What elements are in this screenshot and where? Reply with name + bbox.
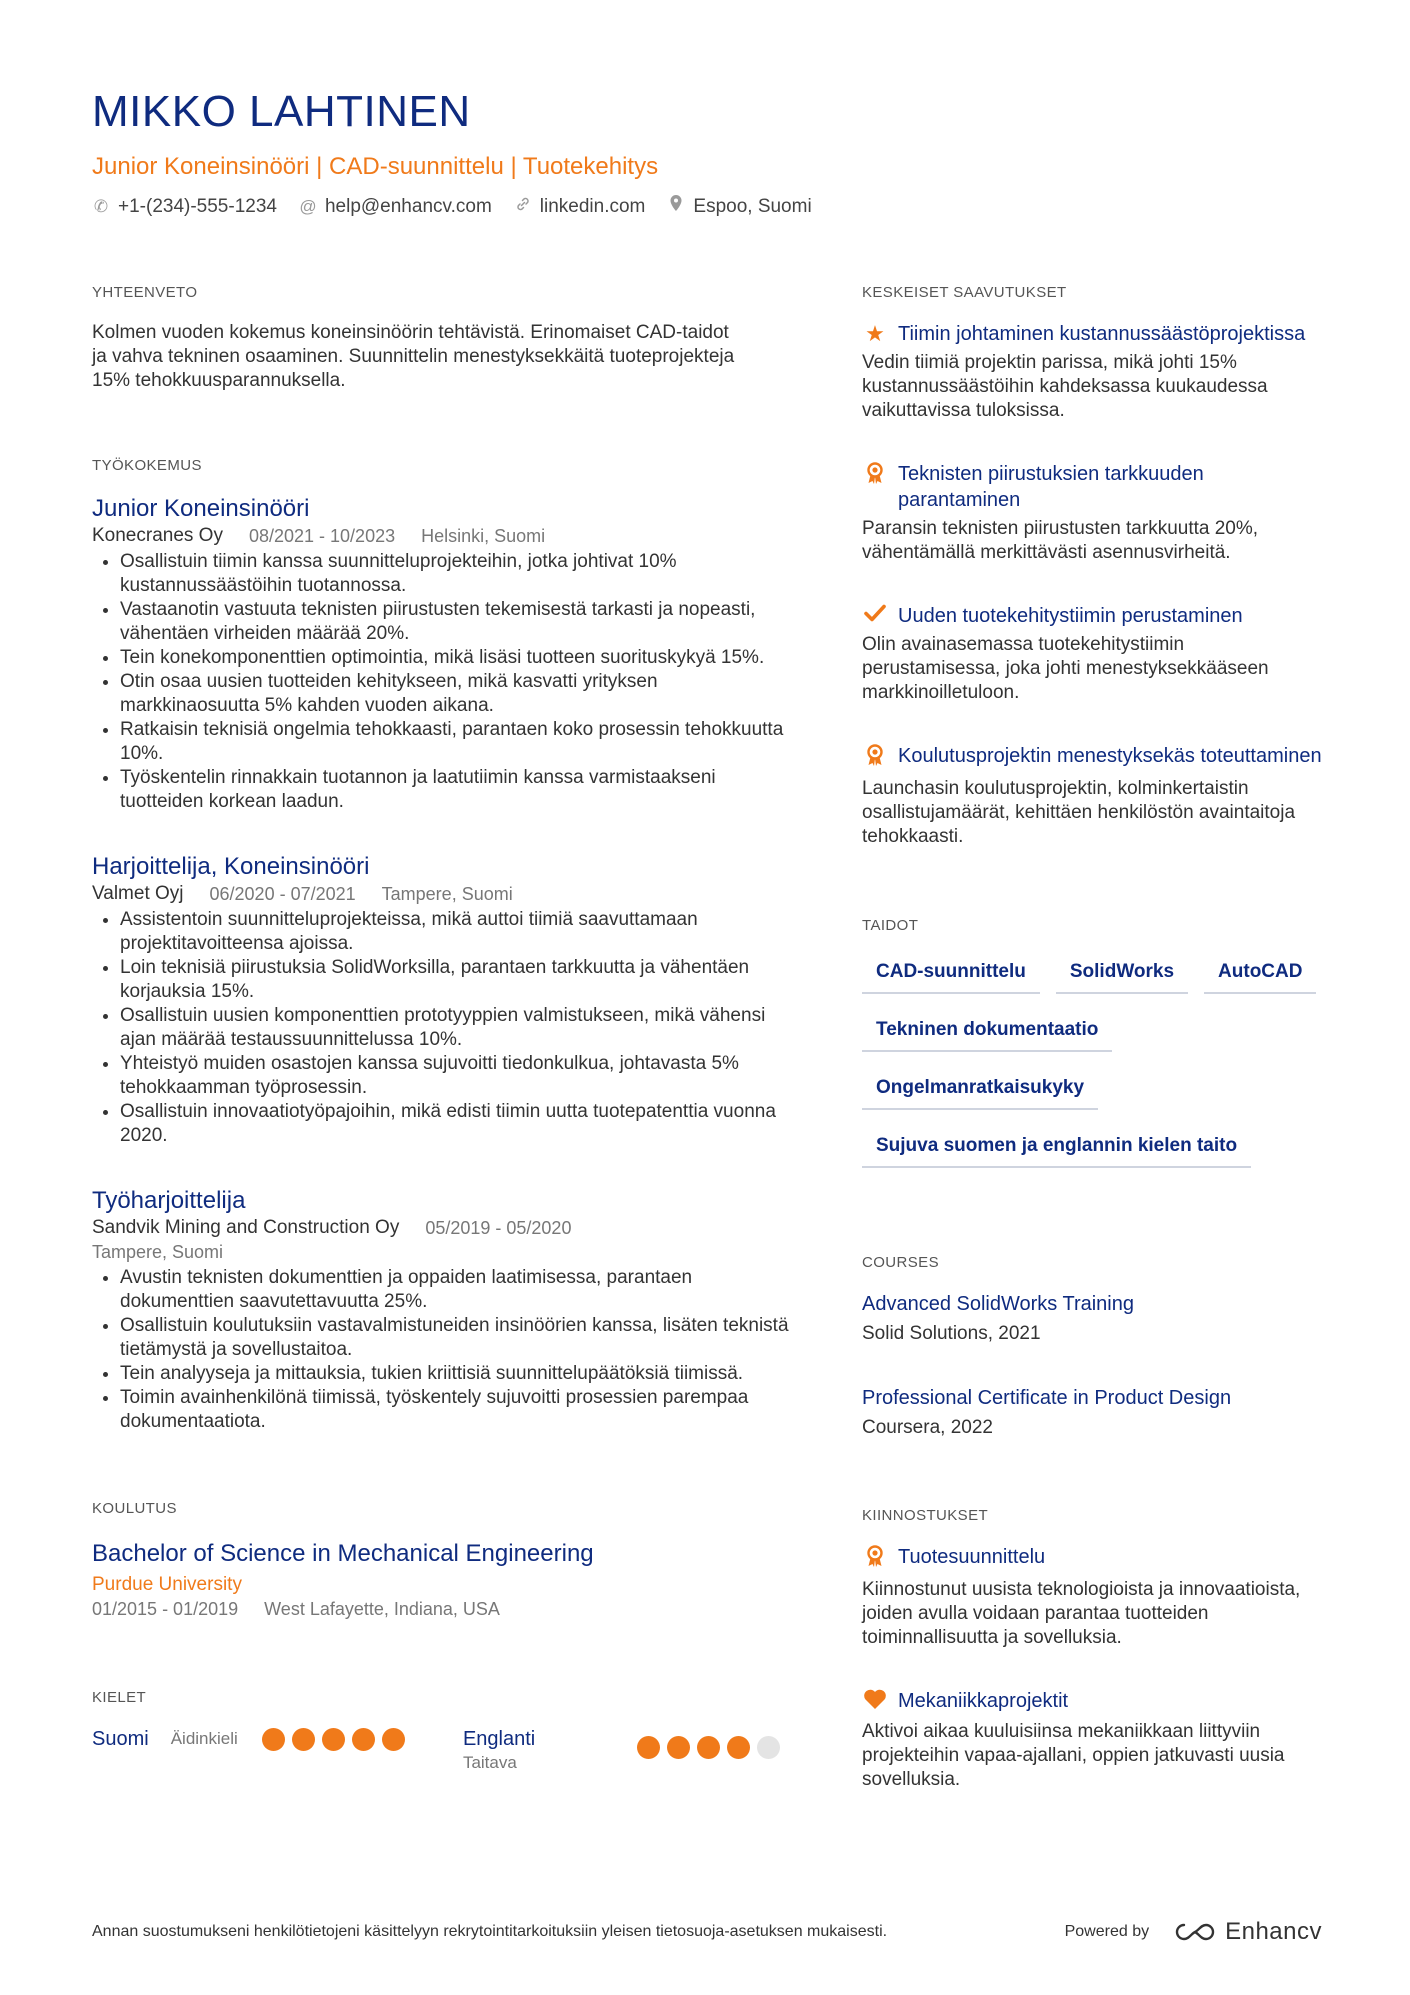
language-rating (637, 1736, 780, 1759)
interests-section-title: KIINNOSTUKSET (862, 1507, 989, 1524)
interest-head (862, 1688, 1322, 1716)
job-bullet: • Avustin teknisten dokumenttien ja oppaiden laatimisessa, parantaen dokumenttien saavutettavuutta 25%. (120, 1266, 792, 1314)
linkedin-text[interactable]: linkedin.com (539, 196, 646, 217)
location-text: Espoo, Suomi (693, 196, 812, 217)
interest-title: Mekaniikkaprojektit (898, 1690, 1069, 1712)
language-name: Englanti (462, 1728, 536, 1750)
language-text (463, 1726, 637, 1774)
location-pin-icon (667, 194, 685, 220)
job-bullet: • Osallistuin uusien komponenttien prototyyppien valmistukseen, mikä vähensi ajan määrää testaussuunnittelussa 10%. (120, 1004, 792, 1052)
resume-header (92, 86, 1322, 220)
job-bullet: • Tein analyyseja ja mittauksia, tukien kriittisiä suunnittelupäätöksiä tiimissä. (120, 1362, 792, 1386)
enhancv-logo[interactable] (1173, 1918, 1322, 1946)
award-icon (862, 1544, 888, 1574)
achievement-head (862, 461, 1322, 513)
job-company: Sandvik Mining and Construction Oy (92, 1217, 400, 1238)
interest-desc: Aktivoi aikaa kuuluisiinsa mekaniikkaan liittyviin projekteihin vapaa-ajallani, oppien jatkuvasti uusia sovelluksia. (862, 1721, 1285, 1790)
job-bullet: • Osallistuin innovaatiotyöpajoihin, mikä edisti tiimin uutta tuotepatenttia vuonna 2020. (120, 1100, 792, 1148)
job-bullet: • Otin osaa uusien tuotteiden kehitykseen, mikä kasvatti yrityksen markkinaosuutta 5% kahden vuoden aikana. (120, 670, 792, 718)
skill-tag: AutoCAD (1204, 956, 1316, 994)
page-footer (92, 1918, 1322, 1946)
powered-by-label: Powered by (1064, 1923, 1150, 1940)
contact-linkedin[interactable] (514, 194, 646, 220)
award-icon (862, 461, 888, 491)
courses-section-title: COURSES (862, 1254, 939, 1271)
job-location: Tampere, Suomi (381, 884, 513, 904)
job-entry (92, 852, 792, 1148)
job-bullet: • Yhteistyö muiden osastojen kanssa sujuvoitti tiedonkulkua, johtavasta 5% tehokkaamman työprosessin. (120, 1052, 792, 1100)
skills-section-title: TAIDOT (862, 917, 919, 934)
achievement-desc: Olin avainasemassa tuotekehitystiimin perustamisessa, joka johti menestyksekkääseen markkinoilletuloon. (862, 634, 1269, 703)
job-bullet: • Osallistuin tiimin kanssa suunnitteluprojekteihin, jotka johtivat 10% kustannussäästöihin tuotannossa. (120, 550, 792, 598)
job-meta (92, 882, 792, 906)
job-location: Helsinki, Suomi (421, 526, 546, 546)
course-org: Coursera, 2022 (862, 1417, 993, 1438)
job-bullets (92, 908, 792, 1148)
summary-section-title: YHTEENVETO (92, 284, 198, 301)
job-bullet: • Osallistuin koulutuksiin vastavalmistuneiden insinöörien kanssa, lisäten teknistä tietämystä ja sovellustaitoa. (120, 1314, 792, 1362)
achievement-item (862, 461, 1322, 565)
achievement-title: Tiimin johtaminen kustannussäästöprojektissa (898, 323, 1306, 345)
achievement-item (862, 603, 1322, 705)
achievement-title: Koulutusprojektin menestyksekäs toteuttaminen (898, 745, 1322, 767)
interest-item (862, 1544, 1322, 1650)
powered-by (1065, 1918, 1322, 1946)
heart-icon (862, 1688, 888, 1716)
job-entry (92, 494, 792, 814)
rating-dot-filled (352, 1728, 375, 1751)
job-company: Konecranes Oy (92, 525, 223, 546)
skill-tag: SolidWorks (1056, 956, 1188, 994)
job-bullet: • Loin teknisiä piirustuksia SolidWorksilla, parantaen tarkkuutta ja vähentäen korjauksia 15%. (120, 956, 792, 1004)
skills-list (862, 956, 1322, 1168)
language-level: Taitava (462, 1753, 517, 1772)
language-item (92, 1726, 463, 1774)
star-icon: ★ (865, 321, 885, 346)
achievement-desc: Launchasin koulutusprojektin, kolminkertaistin osallistujamäärät, kehittäen henkilöstön avaintaitoja tehokkaasti. (862, 778, 1296, 847)
achievement-head (862, 743, 1322, 773)
interest-desc: Kiinnostunut uusista teknologioista ja innovaatioista, joiden avulla voidaan parantaa tuotteiden toiminnallisuutta ja sovelluksia. (862, 1579, 1301, 1648)
achievement-head (862, 603, 1322, 629)
experience-section-title: TYÖKOKEMUS (92, 457, 202, 474)
course-title: Advanced SolidWorks Training (862, 1293, 1134, 1315)
skill-tag: CAD-suunnittelu (862, 956, 1040, 994)
skill-tag: Sujuva suomen ja englannin kielen taito (862, 1130, 1251, 1168)
contact-phone (92, 194, 277, 220)
rating-dot-filled (322, 1728, 345, 1751)
achievement-item (862, 743, 1322, 849)
education-dates: 01/2015 - 01/2019 (92, 1599, 239, 1619)
achievement-item (862, 321, 1322, 423)
job-dates: 06/2020 - 07/2021 (209, 884, 356, 904)
right-column (862, 284, 1322, 1792)
contact-email[interactable] (299, 194, 492, 220)
language-level: Äidinkieli (170, 1729, 238, 1748)
rating-dot-filled (382, 1728, 405, 1751)
achievement-desc: Paransin teknisten piirustusten tarkkuutta 20%, vähentämällä merkittävästi asennusvirheitä. (862, 518, 1259, 563)
email-text[interactable]: help@enhancv.com (324, 196, 492, 217)
summary-text: Kolmen vuoden kokemus koneinsinöörin tehtävistä. Erinomaiset CAD-taidot ja vahva tekninen osaaminen. Suunnittelin menestyksekkäitä tuoteprojekteja 15% tehokkuusparannuksella. (92, 322, 735, 391)
job-bullet: • Ratkaisin teknisiä ongelmia tehokkaasti, parantaen koko prosessin tehokkuutta 10%. (120, 718, 792, 766)
gdpr-consent-note: Annan suostumukseni henkilötietojeni käsittelyyn rekrytointitarkoituksiin yleisen tietosuoja-asetuksen mukaisesti. (92, 1923, 888, 1940)
interest-item (862, 1688, 1322, 1792)
languages-list (92, 1726, 792, 1774)
rating-dot-filled (262, 1728, 285, 1751)
rating-dot-filled (697, 1736, 720, 1759)
candidate-headline: Junior Koneinsinööri | CAD-suunnittelu | Tuotekehitys (92, 153, 659, 180)
skill-tag: Ongelmanratkaisukyky (862, 1072, 1098, 1110)
education-school: Purdue University (92, 1574, 242, 1595)
course-item (862, 1291, 1322, 1347)
job-bullet: • Toimin avainhenkilönä tiimissä, työskentely sujuvoitti prosessien parempaa dokumentaatiota. (120, 1386, 792, 1434)
job-title: Harjoittelija, Koneinsinööri (92, 853, 370, 880)
course-title: Professional Certificate in Product Design (862, 1387, 1232, 1409)
job-company: Valmet Oyj (92, 883, 184, 904)
achievements-section-title: KESKEISET SAAVUTUKSET (862, 284, 1067, 301)
job-title: Junior Koneinsinööri (92, 495, 310, 522)
skill-tag: Tekninen dokumentaatio (862, 1014, 1112, 1052)
job-entry (92, 1186, 792, 1434)
phone-text: +1-(234)-555-1234 (118, 196, 277, 217)
link-icon (514, 194, 532, 220)
job-bullets (92, 550, 792, 814)
languages-section-title: KIELET (92, 1689, 147, 1706)
enhancv-logo-text: Enhancv (1225, 1918, 1322, 1945)
left-column (92, 284, 792, 1774)
phone-icon: ✆ (93, 197, 109, 216)
achievement-head (862, 321, 1322, 347)
job-dates: 08/2021 - 10/2023 (248, 526, 396, 546)
contact-info (92, 194, 1322, 220)
rating-dot-filled (292, 1728, 315, 1751)
achievement-desc: Vedin tiimiä projektin parissa, mikä johti 15% kustannussäästöihin kahdeksassa kuukaudessa vaikuttavissa tuloksissa. (862, 352, 1268, 421)
job-meta (92, 524, 792, 548)
job-bullet: • Työskentelin rinnakkain tuotannon ja laatutiimin kanssa varmistaakseni tuotteiden korkean laadun. (120, 766, 792, 814)
language-name: Suomi (92, 1728, 149, 1750)
education-meta (92, 1597, 792, 1621)
at-icon: @ (299, 197, 317, 216)
job-meta (92, 1216, 792, 1240)
course-org: Solid Solutions, 2021 (862, 1323, 1041, 1344)
language-item (463, 1726, 792, 1774)
course-item (862, 1385, 1322, 1441)
achievement-title: Uuden tuotekehitystiimin perustaminen (898, 605, 1243, 627)
rating-dot-empty (757, 1736, 780, 1759)
rating-dot-filled (637, 1736, 660, 1759)
rating-dot-filled (727, 1736, 750, 1759)
job-dates: 05/2019 - 05/2020 (425, 1218, 572, 1238)
contact-location (667, 194, 811, 220)
education-section-title: KOULUTUS (92, 1500, 177, 1517)
rating-dot-filled (667, 1736, 690, 1759)
achievement-title: Teknisten piirustuksien tarkkuuden parantaminen (898, 463, 1204, 511)
enhancv-logo-icon (1173, 1921, 1217, 1943)
interest-title: Tuotesuunnittelu (898, 1546, 1046, 1568)
language-rating (262, 1728, 405, 1751)
education-location: West Lafayette, Indiana, USA (264, 1599, 500, 1619)
language-text (92, 1726, 262, 1752)
job-bullet: • Assistentoin suunnitteluprojekteissa, mikä auttoi tiimiä saavuttamaan projektitavoitteensa ajoissa. (120, 908, 792, 956)
job-bullet: • Vastaanotin vastuuta teknisten piirustusten tekemisestä tarkasti ja nopeasti, vähentäen virheiden määrää 20%. (120, 598, 792, 646)
job-bullets (92, 1266, 792, 1434)
candidate-name: MIKKO LAHTINEN (92, 87, 471, 136)
interest-head (862, 1544, 1322, 1574)
award-icon (862, 743, 888, 773)
job-location: Tampere, Suomi (92, 1242, 224, 1262)
check-icon (862, 603, 888, 629)
job-title: Työharjoittelija (92, 1187, 246, 1214)
education-degree: Bachelor of Science in Mechanical Engineering (92, 1540, 594, 1567)
job-bullet: • Tein konekomponenttien optimointia, mikä lisäsi tuotteen suorituskykyä 15%. (120, 646, 792, 670)
